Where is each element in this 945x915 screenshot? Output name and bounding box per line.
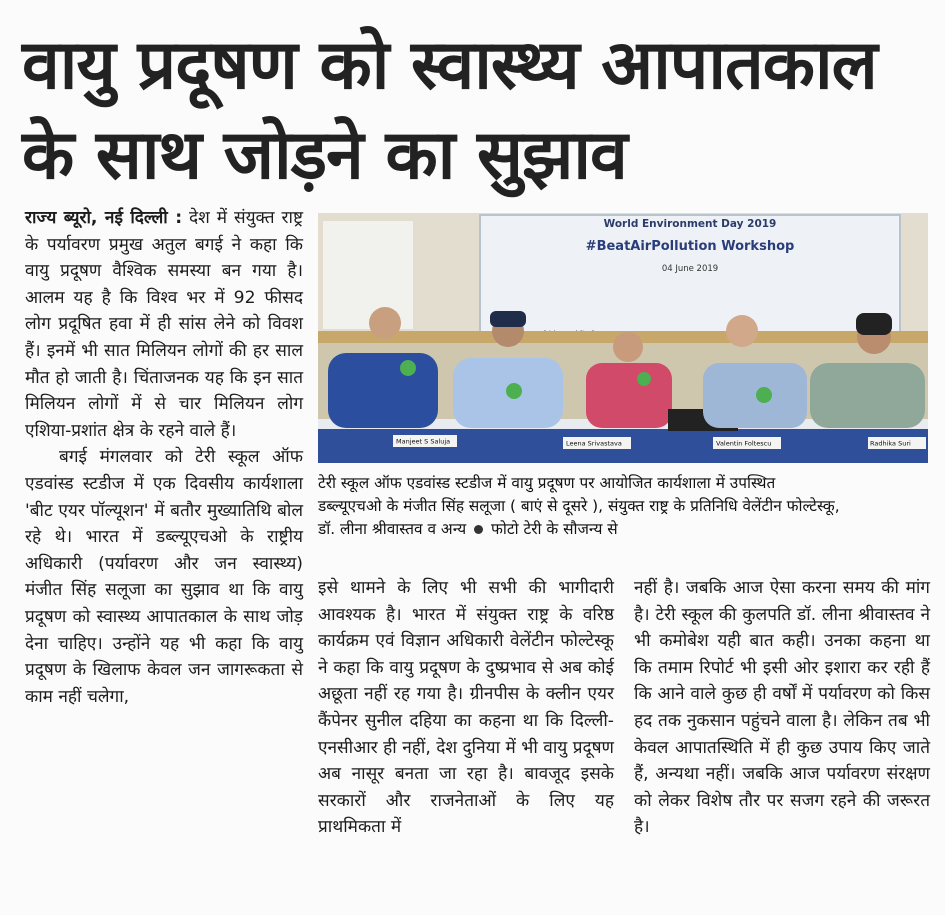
headline-line-1: वायु प्रदूषण को स्वास्थ्य आपातकाल	[22, 26, 877, 105]
dateline: राज्य ब्यूरो, नई दिल्ली :	[25, 208, 183, 228]
article-column-2	[318, 575, 614, 841]
article-column-1	[25, 205, 303, 710]
nameplate-4: Radhika Suri	[870, 439, 911, 448]
nameplate-1: Manjeet S Saluja	[396, 437, 451, 446]
caption-line-3: डॉ. लीना श्रीवास्तव व अन्य फोटो टेरी के सौजन्य से	[318, 520, 618, 538]
screen-title: World Environment Day 2019	[603, 218, 777, 230]
lead-paragraph	[25, 205, 303, 444]
photo-illustration	[318, 213, 928, 463]
column-3-text: नहीं है। जबकि आज ऐसा करना समय की मांग है। टेरी स्कूल की कुलपति डॉ. लीना श्रीवास्तव ने भी कमोबेश यही बात कही। उनका कहना था कि तमाम रिपोर्ट भी इसी ओर इशारा कर रही हैं कि आने वाले कुछ ही वर्षों में पर्यावरण को किस हद तक नुकसान पहुंचने वाला है। लेकिन तब भी केवल आपातस्थिति में ही कुछ उपाय किए जाते हैं, अन्यथा नहीं। जबकि आज पर्यावरण संरक्षण को लेकर विशेष तौर पर सजग रहने की जरूरत है।	[634, 578, 930, 838]
caption-line-2: डब्ल्यूएचओ के मंजीत सिंह सलूजा ( बाएं से दूसरे ), संयुक्त राष्ट्र के प्रतिनिधि वेलेंटीन फोल्टेस्कू,	[318, 497, 840, 515]
column-2-text: इसे थामने के लिए भी सभी की भागीदारी आवश्यक है। भारत में संयुक्त राष्ट्र के वरिष्ठ कार्यक्रम एवं विज्ञान अधिकारी वेलेंटीन फोल्टेस्कू ने कहा कि वायु प्रदूषण के दुष्प्रभाव से अब कोई अछूता नहीं रह गया है। ग्रीनपीस के क्लीन एयर कैंपेनर सुनील दहिया का कहना था कि दिल्ली-एनसीआर ही नहीं, देश दुनिया में भी वायु प्रदूषण अब नासूर बनता जा रहा है। बावजूद इसके सरकारों और राजनेताओं के लिए यह प्राथमिकता में	[318, 578, 614, 838]
photo-credit: फोटो टेरी के सौजन्य से	[490, 520, 618, 538]
event-photo	[318, 213, 928, 463]
photo-caption	[318, 472, 930, 541]
caption-line-1: टेरी स्कूल ऑफ एडवांस्ड स्टडीज में वायु प्रदूषण पर आयोजित कार्यशाला में उपस्थित	[318, 474, 776, 492]
lead-text: देश में संयुक्त राष्ट्र के पर्यावरण प्रमुख अतुल बगई ने कहा कि वायु प्रदूषण वैश्विक समस्या बन गया है। आलम यह है कि विश्व भर में 92 फीसद लोग प्रदूषित हवा में ही सांस लेने को विवश हैं। इनमें भी सात मिलियन लोगों की हर साल मौत हो जाती है। चिंताजनक यह कि इन सात मिलियन लोगों में से चार मिलियन लोग एशिया-प्रशांत क्षेत्र के रहने वाले हैं।	[25, 208, 303, 441]
article-column-3	[634, 575, 930, 841]
screen-date: 04 June 2019	[661, 264, 719, 274]
bullet-icon	[474, 525, 483, 534]
screen-subtitle: #BeatAirPollution Workshop	[585, 239, 795, 254]
nameplate-2: Leena Srivastava	[566, 439, 622, 448]
paragraph-2: बगई मंगलवार को टेरी स्कूल ऑफ एडवांस्ड स्टडीज में एक दिवसीय कार्यशाला 'बीट एयर पॉल्यूशन' में बतौर मुख्यातिथि बोल रहे थे। भारत में डब्ल्यूएचओ के राष्ट्रीय अधिकारी (पर्यावरण और जन स्वास्थ्य) मंजीत सिंह सलूजा का सुझाव था कि वायु प्रदूषण को स्वास्थ्य आपातकाल के साथ जोड़ देना चाहिए। उन्होंने यह भी कहा कि वायु प्रदूषण के खिलाफ केवल जन जागरूकता से काम नहीं चलेगा,	[25, 447, 303, 707]
headline-line-2: के साथ जोड़ने का सुझाव	[22, 116, 627, 195]
nameplate-3: Valentin Foltescu	[716, 439, 772, 448]
